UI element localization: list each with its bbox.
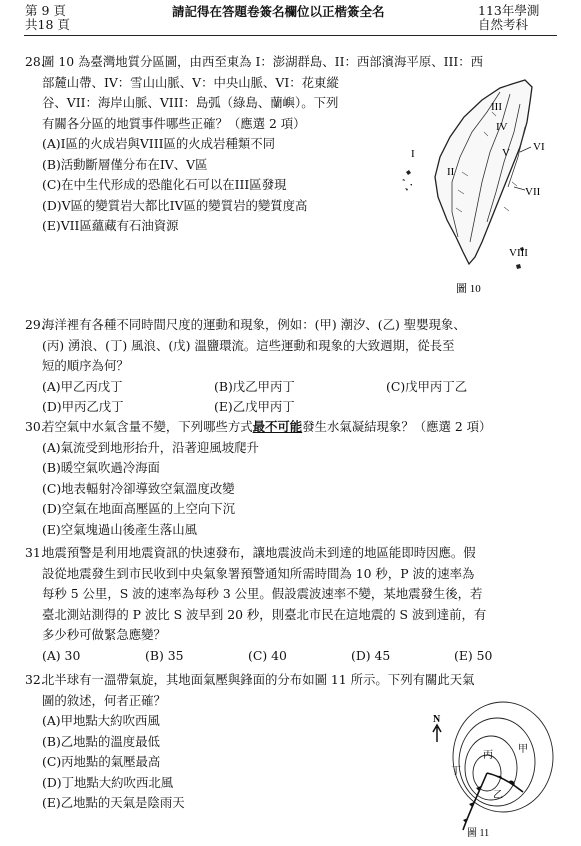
option-b: (B)活動斷層僅分布在IV、V區 (42, 156, 208, 172)
question-stem-line: 谷、VII：海岸山脈、VIII：島弧（綠島、蘭嶼）。下列 (42, 95, 339, 110)
option-a: (A)甲地點大約吹西風 (42, 713, 160, 728)
option-c: (C)丙地點的氣壓最高 (42, 754, 161, 769)
zone-label: VIII (509, 247, 528, 259)
north-arrow-icon (433, 725, 441, 742)
total-pages: 共18 頁 (25, 17, 70, 32)
option-b: (B)暖空氣吹過冷海面 (42, 460, 160, 475)
zone-label: V (502, 147, 510, 159)
location-label: 丙 (483, 750, 493, 761)
zone-label: VI (533, 141, 545, 153)
emphasis-text: 最不可能 (252, 419, 303, 434)
question-stem-line: 海洋裡有各種不同時間尺度的運動和現象，例如：(甲) 潮汐、(乙) 聖嬰現象、 (42, 317, 466, 332)
zone-label: IV (496, 121, 508, 133)
option-e: (E) 50 (454, 647, 493, 663)
location-label: 丁 (451, 766, 461, 777)
question-stem-line (42, 417, 555, 438)
option-d: (D)丁地點大約吹西北風 (42, 774, 174, 790)
taiwan-geology-map (392, 72, 557, 300)
question-number: 29. (25, 317, 45, 332)
option-a: (A) 30 (42, 647, 81, 663)
option-d: (D)甲丙乙戊丁 (42, 399, 124, 414)
question-stem-line: 圖的敘述，何者正確？ (42, 692, 166, 708)
header-divider (24, 35, 557, 36)
option-c: (C) 40 (248, 647, 287, 663)
question-number: 28. (25, 54, 45, 69)
zone-label: III (491, 101, 502, 113)
page-number: 第 9 頁 (25, 3, 66, 18)
option-b: (B)戊乙甲丙丁 (214, 378, 295, 394)
option-d: (D) 45 (351, 647, 391, 663)
subject-name: 自然考科 (478, 17, 529, 32)
question-stem-line: 有關各分區的地質事件哪些正確？（應選 2 項） (42, 115, 306, 131)
question-stem-line: 部麓山帶、IV：雪山山脈、V：中央山脈、VI：花東縱 (42, 74, 339, 90)
location-label: 乙 (493, 790, 503, 801)
question-stem-line: 設從地震發生到市民收到中央氣象署預警通知所需時間為 10 秒，P 波的速率為 (42, 565, 475, 581)
location-label: 甲 (518, 744, 528, 755)
orchid-island (516, 264, 521, 269)
option-c: (C)在中生代形成的恐龍化石可以在III區發現 (42, 177, 287, 192)
options-row (42, 377, 555, 398)
option-c: (C)戊甲丙丁乙 (386, 378, 468, 394)
option-d: (D)空氣在地面高壓區的上空向下沉 (42, 501, 236, 516)
figure-caption: 圖 11 (467, 828, 490, 839)
option-e: (E)空氣塊過山後產生落山風 (42, 521, 198, 537)
cyclone-weather-map (425, 700, 557, 840)
question-number: 31. (25, 545, 45, 560)
question-stem-line: 每秒 5 公里，S 波的速率為每秒 3 公里。假設震波速率不變，某地震發生後，若 (42, 586, 483, 601)
stem-text: 發生水氣凝結現象？（應選 2 項） (302, 419, 492, 434)
option-e: (E)乙地點的天氣是陰雨天 (42, 795, 185, 810)
option-a: (A)甲乙丙戊丁 (42, 378, 123, 394)
question-stem-line: 多少秒可做緊急應變？ (42, 627, 166, 642)
question-stem-line: 北半球有一溫帶氣旋，其地面氣壓與鋒面的分布如圖 11 所示。下列有關此天氣 (42, 672, 475, 687)
option-e: (E)乙戊甲丙丁 (214, 399, 295, 414)
figure-caption: 圖 10 (456, 283, 481, 295)
question-stem-line: 圖 10 為臺灣地質分區圖，由西至東為 I：澎湖群島、II：西部濱海平原、III：西 (42, 54, 484, 69)
option-a: (A)氣流受到地形抬升，沿著迎風坡爬升 (42, 439, 259, 455)
question-number: 30. (25, 419, 45, 434)
option-d: (D)V區的變質岩大都比IV區的變質岩的變質度高 (42, 197, 308, 213)
signature-notice: 請記得在答題卷簽名欄位以正楷簽全名 (172, 4, 385, 19)
options-row (42, 646, 555, 667)
penghu-islands (402, 170, 412, 191)
question-30 (25, 417, 555, 540)
option-b: (B)乙地點的溫度最低 (42, 733, 160, 749)
exam-name: 113年學測 (478, 3, 540, 18)
option-e: (E)VII區蘊藏有石油資源 (42, 218, 179, 233)
question-number: 32. (25, 672, 45, 687)
question-stem-line: (丙) 湧浪、(丁) 風浪、(戊) 溫鹽環流。這些運動和現象的大致週期，從長至 (42, 337, 455, 353)
option-a: (A)I區的火成岩與VIII區的火成岩種類不同 (42, 136, 276, 151)
north-label: N (433, 714, 441, 725)
question-stem-line: 地震預警是利用地震資訊的快速發布，讓地震波尚未到達的地區能即時因應。假 (42, 545, 476, 560)
option-b: (B) 35 (145, 647, 184, 663)
stem-text: 若空氣中水氣含量不變，下列哪些方式 (42, 419, 253, 434)
zone-label: VII (525, 186, 541, 198)
options-row (42, 397, 555, 418)
zone-label: I (411, 148, 415, 160)
question-stem-line: 短的順序為何？ (42, 358, 129, 373)
option-c: (C)地表輻射冷卻導致空氣溫度改變 (42, 480, 235, 496)
question-31 (25, 543, 555, 666)
question-stem-line: 臺北測站測得的 P 波比 S 波早到 20 秒，則臺北市民在這地震的 S 波到達前，有 (42, 606, 487, 622)
zone-label: II (447, 166, 455, 178)
question-29 (25, 315, 555, 418)
